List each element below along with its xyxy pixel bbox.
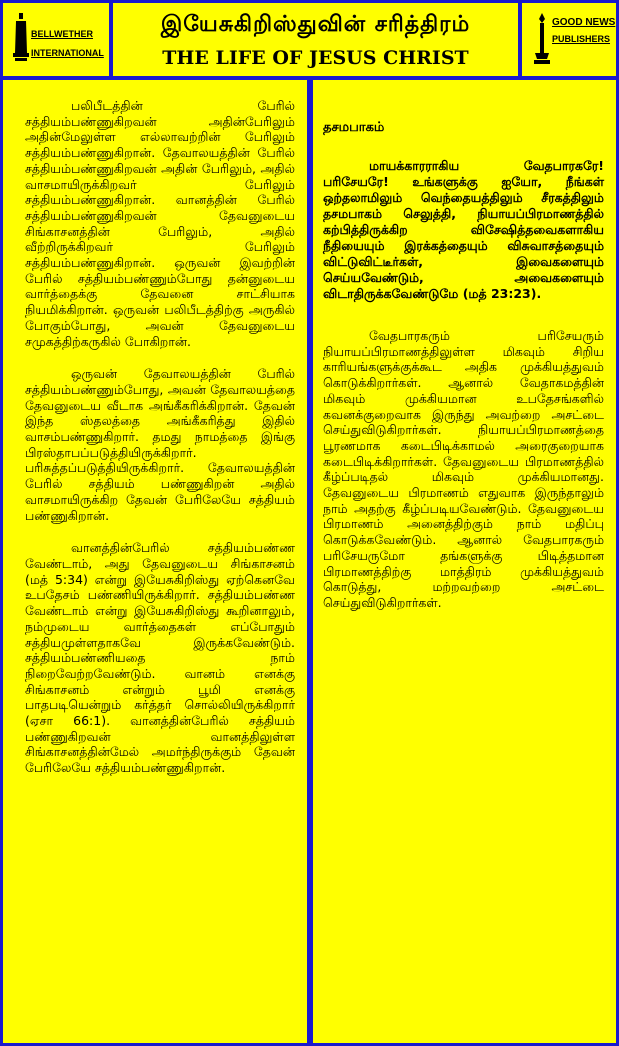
logo-left-line2: INTERNATIONAL	[31, 48, 104, 58]
paragraph: வேதபாரகரும் பரிசேயரும் நியாயப்பிரமாணத்திலுள்ள மிகவும் சிறிய காரியங்களுக்குக்கூட அதிக முக்கியத்துவம் கொடுக்கிறார்கள். ஆனால் வேதாகமத்தின் மிகவும் முக்கியமான உபதேசங்களில் கவனக்குறைவாக இருந்து அவற்றை அசட்டை செய்துவிடுகிறார்கள். நியாயப்பிரமாணத்தை பூரணமாக கடைபிடிக்காமல் அரைகுறையாக கடைபிடிக்கிறார்கள். தேவனுடைய பிரமாணத்தில் கீழ்ப்படிதல் மிகவும் முக்கியமானது. தேவனுடைய பிரமாணம் எதுவாக இருந்தாலும் நாம் அதற்கு கீழ்ப்படியவேண்டும். தேவனுடைய பிரமாணம் அனைத்திற்கும் நாம் மதிப்பு கொடுக்கவேண்டும். ஆனால் வேதபாரகரும் பரிசேயருமோ தங்களுக்கு பிடித்தமான பிரமாணத்திற்கு மாத்திரம் முக்கியத்துவம் கொடுத்து, மற்றவற்றை அசட்டை செய்துவிடுகிறார்கள்.	[323, 328, 604, 610]
title-banner	[113, 3, 518, 76]
left-column	[3, 80, 307, 1043]
bell-icon	[13, 13, 29, 63]
right-column	[313, 80, 616, 1043]
section-heading: தசமபாகம்	[323, 120, 385, 135]
lamp-icon	[534, 13, 550, 65]
paragraph: வானத்தின்பேரில் சத்தியம்பண்ண வேண்டாம், அது தேவனுடைய சிங்காசனம் (மத் 5:34) என்று இயேசுகிறிஸ்து ஏற்கெனவே உபதேசம் பண்ணியிருக்கிறார். சத்தியம்பண்ண வேண்டாம் என்று இயேசுகிறிஸ்து கூறினாலும், நம்முடைய வார்த்தைகள் எப்போதும் சத்தியமுள்ளதாகவே இருக்கவேண்டும். சத்தியம்பண்ணியதை நாம் நிறைவேற்றவேண்டும். வானம் எனக்கு சிங்காசனம் என்றும் பூமி எனக்கு பாதபடியென்றும் கர்த்தர் சொல்லியிருக்கிறார் (ஏசா 66:1). வானத்தின்பேரில் சத்தியம் பண்ணுகிறவன் வானத்திலுள்ள சிங்காசனத்தின்மேல் அமர்ந்திருக்கும் தேவன் பேரிலேயே சத்தியம்பண்ணுகிறான்.	[25, 540, 295, 776]
scripture-verse: மாயக்காரராகிய வேதபாரகரே! பரிசேயரே! உங்களுக்கு ஐயோ, நீங்கள் ஒற்தலாமிலும் வெந்தையத்திலும் சீரகத்திலும் தசமபாகம் செலுத்தி, நியாயப்பிரமாணத்தில் கற்பித்திருக்கிற விசேஷித்தவைகளாகிய நீதியையும் இரக்கத்தையும் விசுவாசத்தையும் விட்டுவிட்டீர்கள், இவைகளையும் செய்யவேண்டும், அவைகளையும் விடாதிருக்கவேண்டுமே (மத் 23:23).	[323, 158, 604, 301]
logo-right-line2: PUBLISHERS	[552, 34, 611, 44]
good-news-logo	[522, 3, 616, 76]
paragraph: பலிபீடத்தின் பேரில் சத்தியம்பண்ணுகிறவன் அதின்பேரிலும் அதின்மேலுள்ள எல்லாவற்றின் பேரிலும் சத்தியம்பண்ணுகிறான். தேவாலயத்தின் பேரில் சத்தியம்பண்ணுகிறவன் அதின் பேரிலும், அதில் வாசமாயிருக்கிறவர் பேரிலும் சத்தியம்பண்ணுகிறான். வானத்தின் பேரில் சத்தியம்பண்ணுகிறவன் தேவனுடைய சிங்காசனத்தின் பேரிலும், அதில் வீற்றிருக்கிறவர் பேரிலும் சத்தியம்பண்ணுகிறான். ஒருவன் இவற்றின் பேரில் சத்தியம்பண்ணும்போது தன்னுடைய வார்த்தைக்கு தேவனை சாட்சியாக நியமிக்கிறான். ஒருவன் பலிபீடத்திற்கு அருகில் போகும்போது, அவன் தேவனுடைய சமுகத்திற்கருகில் போகிறான்.	[25, 98, 295, 349]
title-tamil: இயேசுகிறிஸ்துவின் சரித்திரம்	[160, 12, 471, 37]
logo-right-line1: GOOD NEWS	[552, 17, 616, 28]
title-english: THE LIFE OF JESUS CHRIST	[162, 47, 469, 69]
bellwether-logo	[3, 3, 109, 76]
logo-left-line1: BELLWETHER	[31, 29, 93, 39]
paragraph: ஒருவன் தேவாலயத்தின் பேரில் சத்தியம்பண்ணும்போது, அவன் தேவாலயத்தை தேவனுடைய வீடாக அங்கீகரிக்கிறான். தேவன் இந்த ஸ்தலத்தை அங்கீகரித்து இதில் வாசம்பண்ணுகிறார். தமது நாமத்தை இங்கு பிரஸ்தாபப்படுத்தியிருக்கிறார். பரிசுத்தப்படுத்தியிருக்கிறார். தேவாலயத்தின் பேரில் சத்தியம் பண்ணுகிறன் அதில் வாசமாயிருக்கிற தேவன் பேரிலேயே சத்தியம் பண்ணுகிறான்.	[25, 366, 295, 523]
